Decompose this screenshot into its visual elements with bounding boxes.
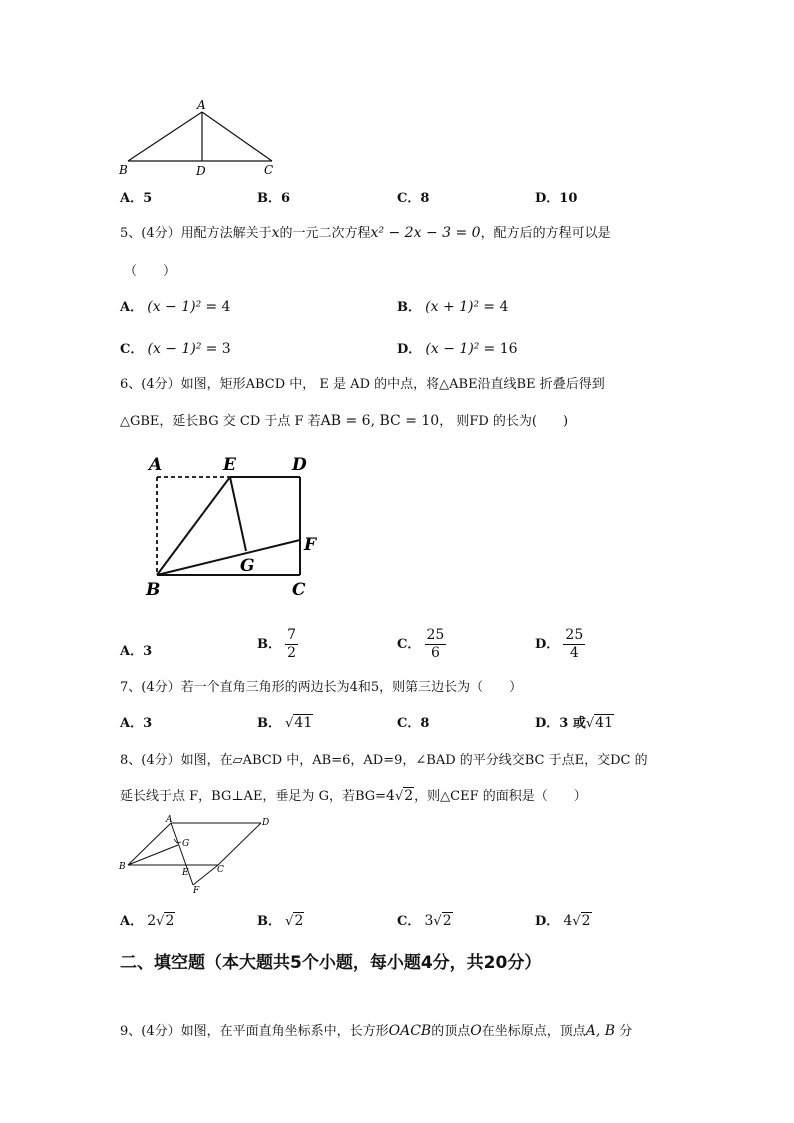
q5-option-a: A． (x − 1)² = 4 <box>120 299 231 315</box>
q4-option-a: A．5 <box>120 191 153 206</box>
q7-question: 7、(4分）若一个直角三角形的两边长为4和5，则第三边长为（ ） <box>120 680 523 695</box>
q5-option-d: D． (x − 1)² = 16 <box>397 341 518 357</box>
q8-figure <box>116 815 276 895</box>
q6-option-a: A．3 <box>120 644 153 659</box>
fig8-label-e: E <box>182 868 189 878</box>
fig6-label-a: A <box>149 455 163 475</box>
q8-option-a: A． 2√2 <box>120 913 175 929</box>
q8-question-line2: 延长线于点 F，BG⊥AE，垂足为 G，若BG=4√2，则△CEF 的面积是（ ） <box>120 788 587 804</box>
q8-question-line1: 8、(4分）如图，在▱ABCD 中，AB=6，AD=9，∠BAD 的平分线交BC 于点E，交DC 的 <box>120 753 648 768</box>
fig8-label-b: B <box>119 862 126 872</box>
fig4-label-a: A <box>197 98 206 112</box>
q6-option-d: D． $\frac{25}{4}$ <box>535 627 584 661</box>
q5-paren: （ ） <box>124 264 177 279</box>
q7-option-a: A．3 <box>120 716 153 731</box>
q7-option-b: B． √41 <box>257 715 313 731</box>
fig6-label-c: C <box>292 580 306 600</box>
q7-option-d: D．3 或√41 <box>535 715 613 731</box>
fig8-label-f: F <box>193 886 200 895</box>
fig6-label-g: G <box>240 556 255 576</box>
fig8-label-c: C <box>217 865 224 875</box>
q6-option-c-fraction: $\frac{25}{6}$ <box>426 627 445 661</box>
q6-question-line1: 6、(4分）如图，矩形ABCD 中， E 是 AD 的中点，将△ABE沿直线BE 折叠后得到 <box>120 377 605 392</box>
fig4-label-b: B <box>119 163 128 177</box>
q4-option-c: C．8 <box>397 191 430 206</box>
q6-option-d-fraction: $\frac{25}{4}$ <box>565 627 584 661</box>
q7-option-c: C．8 <box>397 716 430 731</box>
q4-figure <box>116 98 278 178</box>
q4-option-d: D．10 <box>535 191 578 206</box>
fig6-label-d: D <box>292 455 307 475</box>
fig6-label-f: F <box>304 535 317 555</box>
q9-question: 9、(4分）如图，在平面直角坐标系中，长方形OACB的顶点O在坐标原点，顶点A, B 分 <box>120 1023 633 1039</box>
fig8-label-g: G <box>182 839 190 849</box>
q8-option-c: C． 3√2 <box>397 913 452 929</box>
q5-option-c: C． (x − 1)² = 3 <box>120 341 231 357</box>
q8-option-d: D． 4√2 <box>535 913 591 929</box>
q5-question: 5、(4分）用配方法解关于x的一元二次方程x² − 2x − 3 = 0，配方后的方程可以是 <box>120 225 611 241</box>
fig4-label-c: C <box>264 163 274 177</box>
q5-option-b: B． (x + 1)² = 4 <box>397 299 509 315</box>
section-2-title: 二、填空题（本大题共5个小题，每小题4分，共20分） <box>120 953 542 973</box>
fig6-label-b: B <box>146 580 161 600</box>
q6-option-b: B． $\frac{7}{2}$ <box>257 627 297 661</box>
fig8-label-d: D <box>262 818 270 828</box>
fig4-label-d: D <box>196 164 206 178</box>
q6-option-b-fraction: $\frac{7}{2}$ <box>287 627 297 661</box>
fig6-label-e: E <box>223 455 236 475</box>
q6-question-line2: △GBE，延长BG 交 CD 于点 F 若AB = 6, BC = 10， 则FD 的长为( ) <box>120 413 569 429</box>
fig8-label-a: A <box>166 815 173 825</box>
q6-option-c: C． $\frac{25}{6}$ <box>397 627 445 661</box>
q6-figure <box>140 450 330 602</box>
q8-option-b: B． √2 <box>257 913 304 929</box>
q4-option-b: B．6 <box>257 191 291 206</box>
